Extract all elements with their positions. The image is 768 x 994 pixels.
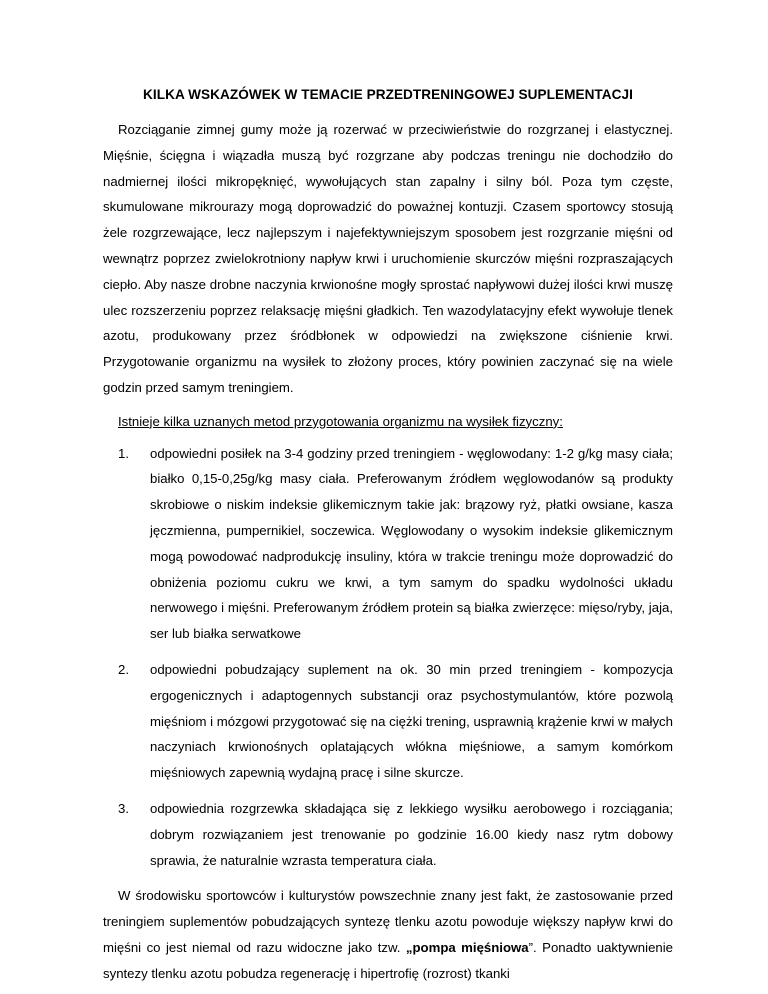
closing-paragraph xyxy=(103,883,673,986)
list-item-number: 1. xyxy=(118,445,129,461)
document-page xyxy=(103,0,673,987)
methods-list xyxy=(103,441,673,874)
closing-text-end: ”. Ponadto uaktywnienie syntezy tlenku azotu pobudza regenerację i hipertrofię (rozrost) tkanki xyxy=(103,939,673,981)
list-item xyxy=(118,796,673,873)
list-item-text: odpowiednia rozgrzewka składająca się z lekkiego wysiłku aerobowego i rozciągania; dobrym rozwiązaniem jest trenowanie po godzinie 16.00 kiedy nasz rytm dobowy sprawia, że naturalnie wzrasta temperatura ciała. xyxy=(150,800,673,868)
methods-intro: Istnieje kilka uznanych metod przygotowania organizmu na wysiłek fizyczny: xyxy=(118,413,563,429)
list-item-text: odpowiedni posiłek na 3-4 godziny przed treningiem - węglowodany: 1-2 g/kg masy ciała; białko 0,15-0,25g/kg masy ciała. Preferowanym źródłem węglowodanów są produkty skrobiowe o niskim indeksie glikemicznym takie jak: brązowy ryż, płatki owsiane, kasza jęczmienna, pumpernikiel, soczewica. Węglowodany o wysokim indeksie glikemicznym mogą powodować nadprodukcję insuliny, która w trakcie treningu może doprowadzić do obniżenia poziomu cukru we krwi, a tym samym do spadku wydolności układu nerwowego i mięśni. Preferowanym źródłem protein są białka zwierzęce: mięso/ryby, jaja, ser lub białka serwatkowe xyxy=(150,445,673,642)
list-item-text: odpowiedni pobudzający suplement na ok. 30 min przed treningiem - kompozycja ergogenicznych i adaptogennych substancji oraz psychostymulantów, które pozwolą mięśniom i mózgowi przygotować się na ciężki trening, usprawnią krążenie krwi w małych naczyniach krwionośnych oplatających włókna mięśniowe, a samym komórkom mięśniowych zapewnią wydajną pracę i silne skurcze. xyxy=(150,661,673,781)
list-item-number: 2. xyxy=(118,661,129,677)
closing-text-start: W środowisku sportowców i kulturystów powszechnie znany jest fakt, że zastosowanie przed treningiem suplementów pobudzających syntezę tlenku azotu powoduje większy napływ krwi do mięśni co jest niemal od razu widoczne jako tzw. xyxy=(103,888,673,955)
document-title: KILKA WSKAZÓWEK W TEMACIE PRZEDTRENINGOWEJ SUPLEMENTACJI xyxy=(143,87,633,102)
list-item-number: 3. xyxy=(118,800,129,816)
list-item xyxy=(118,441,673,647)
pump-term: „pompa mięśniowa xyxy=(405,939,529,955)
list-item xyxy=(118,657,673,786)
intro-paragraph: Rozciąganie zimnej gumy może ją rozerwać w przeciwieństwie do rozgrzanej i elastycznej. Mięśnie, ścięgna i wiązadła muszą być rozgrzane aby podczas treningu nie dochodziło do nadmiernej ilości mikropęknięć, wywołujących stan zapalny i silny ból. Poza tym częste, skumulowane mikrourazy mogą doprowadzić do poważnej kontuzji. Czasem sportowcy stosują żele rozgrzewające, lecz najlepszym i najefektywniejszym sposobem jest rozgrzanie mięśni od wewnątrz poprzez zwielokrotniony napływ krwi i uruchomienie skurczów mięśni rozpraszających ciepło. Aby nasze drobne naczynia krwionośne mogły sprostać napływowi dużej ilości krwi muszę ulec rozszerzeniu poprzez relaksację mięśni gładkich. Ten wazodylatacyjny efekt wywołuje tlenek azotu, produkowany przez śródbłonek w odpowiedzi na zwiększone ciśnienie krwi. Przygotowanie organizmu na wysiłek to złożony proces, który powinien zaczynać się na wiele godzin przed samym treningiem. xyxy=(103,122,673,395)
